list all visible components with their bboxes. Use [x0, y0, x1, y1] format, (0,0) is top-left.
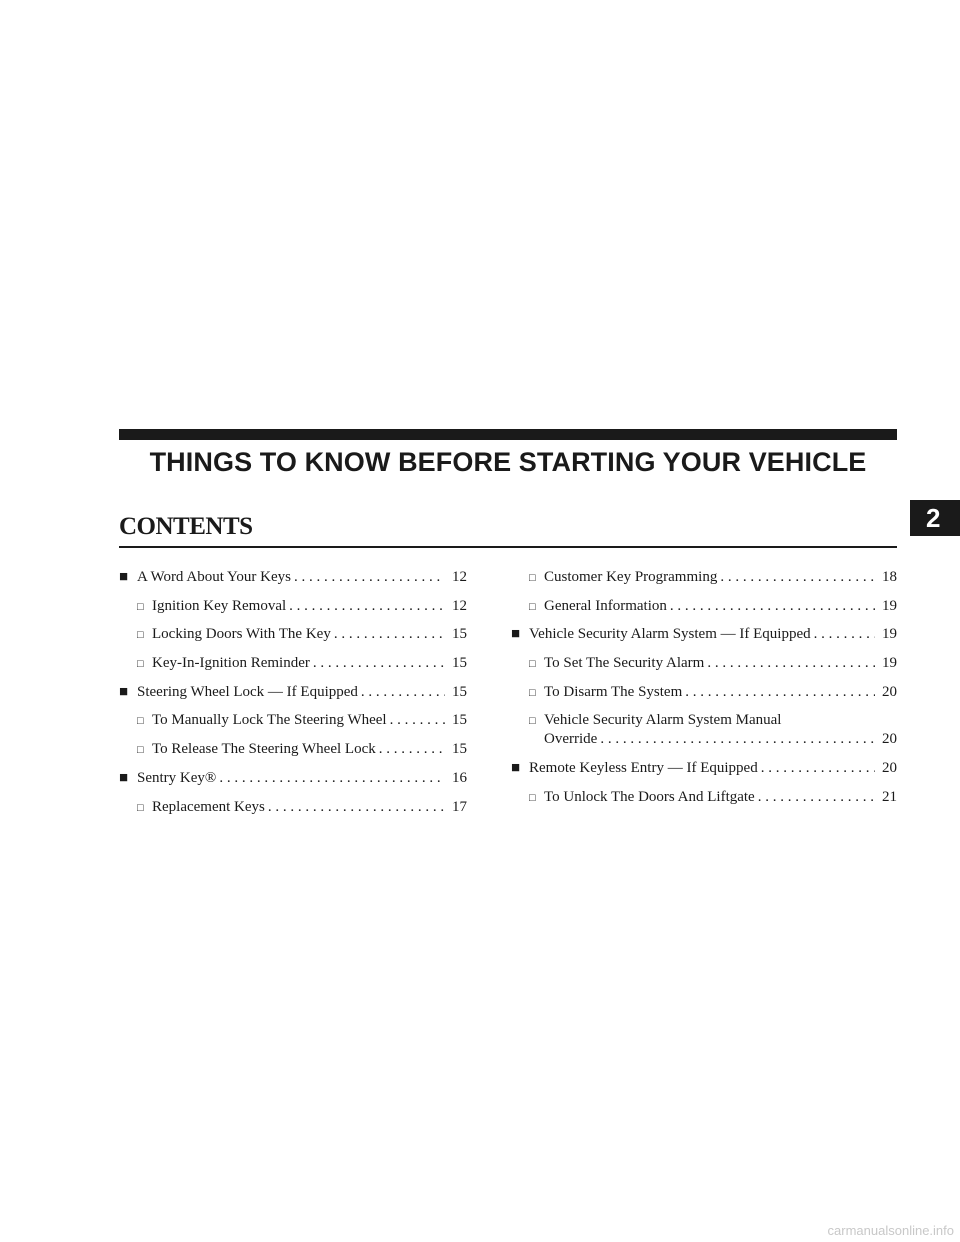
subsection-square-outline-icon: □ — [529, 572, 536, 584]
section-square-bullet-icon: ■ — [511, 760, 521, 777]
toc-page-number: 20 — [882, 760, 897, 777]
toc-page-number: 12 — [452, 569, 467, 585]
toc-page-number: 21 — [882, 788, 897, 805]
dot-leader — [667, 597, 875, 616]
dot-leader — [682, 683, 875, 702]
contents-heading: CONTENTS — [119, 513, 253, 540]
section-square-bullet-icon: ■ — [119, 769, 129, 786]
toc-entry-title: Locking Doors With The Key — [152, 626, 331, 643]
toc-page-number: 15 — [452, 655, 467, 672]
contents-rule — [119, 546, 897, 548]
toc-page-number: 12 — [452, 597, 467, 614]
toc-page-number: 15 — [452, 741, 467, 758]
toc-entry-title: To Set The Security Alarm — [544, 655, 705, 672]
toc-entry-title: Vehicle Security Alarm System — If Equipped — [529, 626, 811, 643]
toc-entry[interactable] — [119, 740, 467, 759]
toc-entry-title: Steering Wheel Lock — If Equipped — [137, 683, 358, 700]
subsection-square-outline-icon: □ — [137, 715, 144, 728]
subsection-square-outline-icon: □ — [529, 686, 536, 699]
toc-entry[interactable] — [511, 711, 897, 749]
toc-entry-title: Replacement Keys — [152, 798, 265, 815]
toc-entry-title: To Release The Steering Wheel Lock — [152, 741, 376, 758]
chapter-top-rule — [119, 429, 897, 440]
toc-entry-title: Customer Key Programming — [544, 569, 718, 585]
dot-leader — [758, 759, 875, 778]
toc-entry[interactable] — [119, 769, 467, 788]
section-square-bullet-icon: ■ — [119, 569, 129, 585]
toc-page-number: 18 — [882, 569, 897, 585]
subsection-square-outline-icon: □ — [529, 600, 536, 613]
toc-entry-title: Ignition Key Removal — [152, 597, 287, 614]
toc-entry[interactable] — [511, 625, 897, 644]
toc-page-number: 15 — [452, 712, 467, 729]
toc-column-left — [119, 568, 467, 826]
toc-entry[interactable] — [511, 654, 897, 673]
toc-page-number: 19 — [882, 655, 897, 672]
dot-leader — [331, 625, 445, 644]
toc-entry-title: To Unlock The Doors And Liftgate — [544, 788, 755, 805]
dot-leader — [265, 798, 445, 817]
dot-leader — [755, 788, 875, 807]
chapter-title: THINGS TO KNOW BEFORE STARTING YOUR VEHICLE — [149, 447, 867, 477]
dot-leader — [291, 568, 445, 587]
toc-entry-title: To Disarm The System — [544, 683, 683, 700]
toc-entry-title: Override — [544, 731, 598, 748]
toc-entry[interactable] — [119, 568, 467, 587]
toc-entry[interactable] — [511, 759, 897, 778]
chapter-tab — [910, 500, 960, 536]
subsection-square-outline-icon: □ — [137, 658, 144, 671]
dot-leader — [310, 654, 445, 673]
toc-entry-title: Sentry Key® — [137, 769, 217, 786]
dot-leader — [597, 730, 875, 749]
toc-entry[interactable] — [119, 597, 467, 616]
toc-column-right — [511, 568, 897, 817]
toc-page-number: 16 — [452, 769, 467, 786]
subsection-square-outline-icon: □ — [529, 658, 536, 671]
toc-entry[interactable] — [119, 683, 467, 702]
toc-page-number: 19 — [882, 626, 897, 643]
toc-page-number: 15 — [452, 626, 467, 643]
subsection-square-outline-icon: □ — [137, 801, 144, 814]
dot-leader — [286, 597, 445, 616]
subsection-square-outline-icon: □ — [529, 715, 536, 728]
toc-entry-title: Remote Keyless Entry — If Equipped — [529, 760, 758, 777]
subsection-square-outline-icon: □ — [529, 791, 536, 804]
toc-entry-title-first-line: Vehicle Security Alarm System Manual — [544, 712, 782, 729]
subsection-square-outline-icon: □ — [137, 744, 144, 757]
toc-entry-title: Key-In-Ignition Reminder — [152, 655, 310, 672]
section-square-bullet-icon: ■ — [119, 683, 129, 700]
toc-page-number: 20 — [882, 731, 897, 748]
dot-leader — [704, 654, 875, 673]
subsection-square-outline-icon: □ — [137, 629, 144, 642]
toc-entry[interactable] — [511, 683, 897, 702]
toc-page-number: 15 — [452, 683, 467, 700]
toc-entry[interactable] — [119, 625, 467, 644]
toc-entry-title: General Information — [544, 597, 667, 614]
toc-page-number: 17 — [452, 798, 467, 815]
dot-leader — [376, 740, 445, 759]
toc-entry[interactable] — [119, 654, 467, 673]
section-square-bullet-icon: ■ — [511, 626, 521, 643]
dot-leader — [717, 568, 875, 587]
toc-entry-title: A Word About Your Keys — [137, 569, 291, 585]
dot-leader — [358, 683, 445, 702]
toc-entry-title: To Manually Lock The Steering Wheel — [152, 712, 387, 729]
subsection-square-outline-icon: □ — [137, 600, 144, 613]
toc-page-number: 19 — [882, 597, 897, 614]
toc-entry[interactable] — [511, 788, 897, 807]
watermark: carmanualsonline.info — [827, 1223, 954, 1238]
dot-leader — [216, 769, 445, 788]
toc-entry[interactable] — [119, 798, 467, 817]
dot-leader — [387, 711, 445, 730]
toc-entry[interactable] — [119, 711, 467, 730]
chapter-number: 2 — [926, 503, 941, 533]
toc-entry[interactable] — [511, 568, 897, 587]
dot-leader — [811, 625, 875, 644]
toc-entry[interactable] — [511, 597, 897, 616]
toc-page-number: 20 — [882, 683, 897, 700]
